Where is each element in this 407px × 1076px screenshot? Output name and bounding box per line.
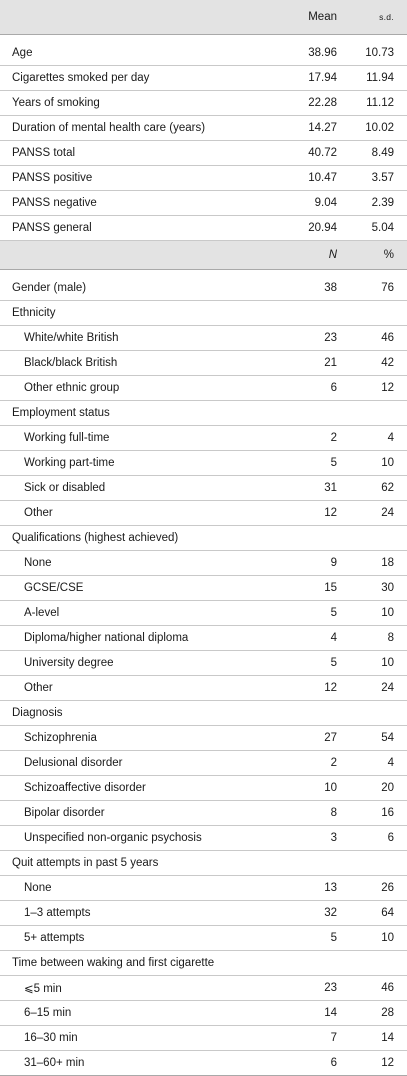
row-label: Gender (male) [0, 270, 265, 301]
row-label: Quit attempts in past 5 years [0, 851, 265, 876]
table-row [0, 701, 407, 726]
header-percent: % [349, 241, 407, 270]
row-value-1: 5 [265, 601, 349, 626]
row-value-1: 6 [265, 376, 349, 401]
table-row [0, 726, 407, 751]
table-row [0, 501, 407, 526]
row-label: Working part-time [0, 451, 265, 476]
row-value-1 [265, 526, 349, 551]
row-value-2: 46 [349, 326, 407, 351]
row-value-2: 3.57 [349, 166, 407, 191]
row-value-1: 38.96 [265, 35, 349, 66]
row-value-1: 20.94 [265, 216, 349, 241]
table-row [0, 476, 407, 501]
row-value-2 [349, 401, 407, 426]
table-row [0, 1026, 407, 1051]
row-value-1: 12 [265, 676, 349, 701]
row-value-1: 40.72 [265, 141, 349, 166]
row-value-2: 10 [349, 601, 407, 626]
row-value-1: 13 [265, 876, 349, 901]
table-row [0, 401, 407, 426]
table-row [0, 166, 407, 191]
row-value-2: 5.04 [349, 216, 407, 241]
row-value-1: 14 [265, 1001, 349, 1026]
row-label: Other [0, 676, 265, 701]
row-label: PANSS negative [0, 191, 265, 216]
table-row [0, 216, 407, 241]
row-value-2: 16 [349, 801, 407, 826]
row-value-2: 10.02 [349, 116, 407, 141]
row-value-1: 15 [265, 576, 349, 601]
row-label: None [0, 551, 265, 576]
row-value-2: 20 [349, 776, 407, 801]
row-value-1: 10.47 [265, 166, 349, 191]
row-label: Black/black British [0, 351, 265, 376]
row-value-1: 12 [265, 501, 349, 526]
row-value-1: 17.94 [265, 66, 349, 91]
row-label: Bipolar disorder [0, 801, 265, 826]
table-row [0, 1001, 407, 1026]
row-value-2: 2.39 [349, 191, 407, 216]
row-label: 5+ attempts [0, 926, 265, 951]
row-label: 1–3 attempts [0, 901, 265, 926]
continuous-section [0, 35, 407, 241]
row-value-1: 5 [265, 651, 349, 676]
row-label: Qualifications (highest achieved) [0, 526, 265, 551]
row-label: Ethnicity [0, 301, 265, 326]
row-value-1 [265, 851, 349, 876]
table-row [0, 776, 407, 801]
row-value-2: 12 [349, 376, 407, 401]
row-value-2: 42 [349, 351, 407, 376]
row-label: Schizoaffective disorder [0, 776, 265, 801]
row-label: Employment status [0, 401, 265, 426]
table-row [0, 116, 407, 141]
row-label: GCSE/CSE [0, 576, 265, 601]
table-row [0, 851, 407, 876]
row-label: PANSS total [0, 141, 265, 166]
row-value-1: 5 [265, 451, 349, 476]
row-value-2: 10 [349, 451, 407, 476]
table-row [0, 826, 407, 851]
row-value-1: 3 [265, 826, 349, 851]
table-row [0, 626, 407, 651]
row-value-2: 4 [349, 426, 407, 451]
row-value-1: 8 [265, 801, 349, 826]
row-label: Schizophrenia [0, 726, 265, 751]
row-label: Diploma/higher national diploma [0, 626, 265, 651]
row-label: PANSS positive [0, 166, 265, 191]
row-label: Sick or disabled [0, 476, 265, 501]
row-value-2: 8.49 [349, 141, 407, 166]
table-row [0, 976, 407, 1001]
table-row [0, 35, 407, 66]
row-value-1: 6 [265, 1051, 349, 1076]
table-row [0, 801, 407, 826]
row-value-1: 9.04 [265, 191, 349, 216]
row-value-2: 30 [349, 576, 407, 601]
table-row [0, 301, 407, 326]
row-value-2: 10.73 [349, 35, 407, 66]
table-row [0, 576, 407, 601]
row-label: White/white British [0, 326, 265, 351]
table-row [0, 876, 407, 901]
header-n: N [265, 241, 349, 270]
table-row [0, 376, 407, 401]
row-value-1: 32 [265, 901, 349, 926]
table-row [0, 191, 407, 216]
row-value-2: 18 [349, 551, 407, 576]
row-label: Years of smoking [0, 91, 265, 116]
row-label: Other [0, 501, 265, 526]
row-value-1: 14.27 [265, 116, 349, 141]
categorical-section [0, 270, 407, 1076]
row-label: 31–60+ min [0, 1051, 265, 1076]
row-value-1: 2 [265, 426, 349, 451]
table-row [0, 676, 407, 701]
row-label: Age [0, 35, 265, 66]
row-label: Time between waking and first cigarette [0, 951, 265, 976]
row-value-2: 11.94 [349, 66, 407, 91]
header-blank [0, 0, 265, 35]
table-row [0, 901, 407, 926]
row-value-2: 11.12 [349, 91, 407, 116]
row-label: ⩽5 min [0, 976, 265, 1001]
row-value-2: 54 [349, 726, 407, 751]
row-label: A-level [0, 601, 265, 626]
table-row [0, 551, 407, 576]
row-value-2: 24 [349, 501, 407, 526]
table-header-continuous [0, 0, 407, 35]
row-value-2: 24 [349, 676, 407, 701]
row-value-2: 76 [349, 270, 407, 301]
table-row [0, 351, 407, 376]
row-label: Cigarettes smoked per day [0, 66, 265, 91]
row-value-2 [349, 526, 407, 551]
row-value-2: 28 [349, 1001, 407, 1026]
row-value-2 [349, 301, 407, 326]
row-value-1: 38 [265, 270, 349, 301]
row-value-1 [265, 301, 349, 326]
row-value-1: 21 [265, 351, 349, 376]
row-value-2 [349, 701, 407, 726]
header-blank-2 [0, 241, 265, 270]
row-value-2: 46 [349, 976, 407, 1001]
row-label: 16–30 min [0, 1026, 265, 1051]
row-label: Duration of mental health care (years) [0, 116, 265, 141]
row-value-2: 10 [349, 926, 407, 951]
row-value-2: 62 [349, 476, 407, 501]
row-value-1: 9 [265, 551, 349, 576]
row-value-1: 2 [265, 751, 349, 776]
row-value-1: 7 [265, 1026, 349, 1051]
table-row [0, 426, 407, 451]
row-label: Other ethnic group [0, 376, 265, 401]
row-value-1 [265, 401, 349, 426]
row-label: None [0, 876, 265, 901]
row-value-1: 23 [265, 976, 349, 1001]
row-label: Delusional disorder [0, 751, 265, 776]
table-row [0, 270, 407, 301]
table-header-categorical [0, 241, 407, 270]
table-row [0, 751, 407, 776]
row-label: 6–15 min [0, 1001, 265, 1026]
row-value-1: 23 [265, 326, 349, 351]
header-sd: s.d. [379, 12, 394, 22]
row-value-1: 10 [265, 776, 349, 801]
row-value-2: 6 [349, 826, 407, 851]
row-value-2: 64 [349, 901, 407, 926]
table-row [0, 141, 407, 166]
row-value-1: 31 [265, 476, 349, 501]
row-value-2: 14 [349, 1026, 407, 1051]
row-label: PANSS general [0, 216, 265, 241]
row-value-2: 10 [349, 651, 407, 676]
row-label: Working full-time [0, 426, 265, 451]
row-value-1 [265, 701, 349, 726]
header-mean: Mean [265, 0, 349, 35]
table-row [0, 91, 407, 116]
row-value-2: 12 [349, 1051, 407, 1076]
row-label: Diagnosis [0, 701, 265, 726]
row-value-2: 4 [349, 751, 407, 776]
table-row [0, 326, 407, 351]
table-row [0, 651, 407, 676]
table-row [0, 66, 407, 91]
row-value-2 [349, 851, 407, 876]
row-value-1: 22.28 [265, 91, 349, 116]
row-value-1: 4 [265, 626, 349, 651]
row-value-2: 8 [349, 626, 407, 651]
table-row [0, 1051, 407, 1076]
table-row [0, 451, 407, 476]
row-value-2 [349, 951, 407, 976]
table-row [0, 526, 407, 551]
row-value-1: 27 [265, 726, 349, 751]
table-row [0, 926, 407, 951]
table-row [0, 951, 407, 976]
row-label: University degree [0, 651, 265, 676]
row-value-1: 5 [265, 926, 349, 951]
row-label: Unspecified non-organic psychosis [0, 826, 265, 851]
table-row [0, 601, 407, 626]
row-value-1 [265, 951, 349, 976]
row-value-2: 26 [349, 876, 407, 901]
